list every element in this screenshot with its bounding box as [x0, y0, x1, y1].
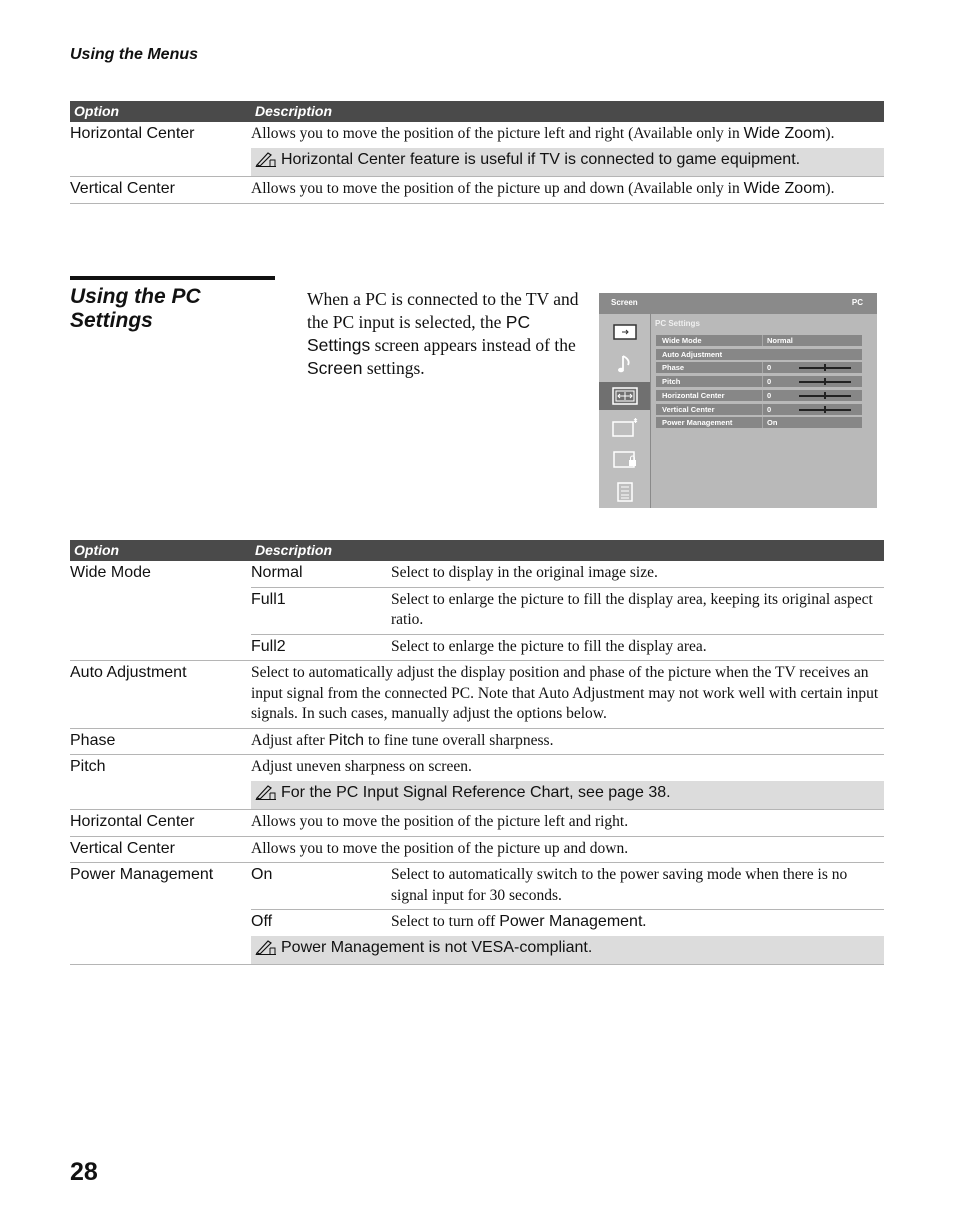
desc-text: Select to turn off	[391, 913, 500, 930]
intro-text: When a PC is connected to the TV and the PC input is selected, the	[307, 289, 579, 332]
description-horizontal-center: Allows you to move the position of the picture left and right.	[251, 810, 884, 837]
suboption-full1: Full1	[251, 587, 391, 634]
desc-text: Allows you to move the position of the picture up and down (Available only in	[251, 180, 744, 197]
table-row	[70, 561, 884, 587]
table-row	[70, 863, 884, 910]
desc-text: .	[642, 913, 647, 930]
intro-text: settings.	[362, 358, 425, 378]
description-full2: Select to enlarge the picture to fill the display area.	[391, 634, 884, 661]
option-horizontal-center: Horizontal Center	[70, 810, 251, 837]
osd-setting-row	[656, 335, 862, 346]
table-row	[70, 836, 884, 863]
table-header	[70, 101, 884, 122]
desc-keyword: Power Management	[499, 913, 643, 930]
osd-slider-knob	[824, 406, 826, 413]
options-table-1	[70, 101, 884, 204]
column-header-description: Description	[251, 540, 884, 561]
list-icon	[599, 478, 650, 506]
section-rule	[70, 276, 275, 280]
osd-sidebar	[599, 314, 651, 508]
table-row	[70, 661, 884, 729]
description-off	[391, 910, 884, 936]
table-row	[70, 810, 884, 837]
screen-icon	[599, 318, 650, 346]
suboption-full2: Full2	[251, 634, 391, 661]
desc-text: ).	[825, 125, 835, 142]
column-header-description: Description	[251, 101, 884, 122]
osd-column-divider	[762, 390, 763, 401]
osd-setting-row	[656, 376, 862, 387]
osd-setting-row	[656, 390, 862, 401]
note-pitch	[251, 781, 884, 810]
osd-setting-value: Normal	[767, 336, 793, 345]
note-text: Power Management is not VESA-compliant.	[281, 938, 593, 956]
description-normal: Select to display in the original image size.	[391, 561, 884, 587]
suboption-on: On	[251, 863, 391, 910]
osd-setting-label: Phase	[662, 363, 685, 373]
intro-keyword: PC Settings	[307, 312, 531, 355]
osd-setting-row	[656, 404, 862, 415]
lock-icon	[599, 446, 650, 474]
note-text: For the PC Input Signal Reference Chart, see page 38.	[281, 783, 671, 801]
description-phase	[251, 728, 884, 755]
osd-setting-label: Vertical Center	[662, 404, 715, 414]
note-power-management	[251, 936, 884, 965]
pc-adjust-icon	[599, 382, 650, 410]
option-vertical-center: Vertical Center	[70, 177, 251, 204]
table-header	[70, 540, 884, 561]
intro-paragraph	[307, 288, 587, 380]
note-horizontal-center	[251, 148, 884, 177]
osd-slider-knob	[824, 364, 826, 371]
osd-setting-row	[656, 362, 862, 373]
music-note-icon	[599, 350, 650, 378]
suboption-off: Off	[251, 913, 273, 930]
desc-text: ).	[825, 180, 835, 197]
column-header-option: Option	[70, 101, 251, 122]
option-vertical-center: Vertical Center	[70, 836, 251, 863]
osd-setting-value: On	[767, 418, 778, 428]
osd-setting-label: Wide Mode	[662, 336, 702, 345]
table-row	[70, 177, 884, 204]
suboption-normal: Normal	[251, 561, 391, 587]
table-row	[70, 728, 884, 755]
description-pitch: Adjust uneven sharpness on screen.	[251, 758, 472, 775]
osd-slider-knob	[824, 378, 826, 385]
description-auto-adjustment: Select to automatically adjust the display position and phase of the picture when the TV receives an input signal from the connected PC. Note that Auto Adjustment may not work well with certain input signals. In such cases, manually adjust the options below.	[251, 661, 884, 729]
osd-column-divider	[762, 362, 763, 373]
osd-setting-label: Pitch	[662, 377, 681, 387]
osd-column-divider	[762, 335, 763, 346]
osd-setting-value: 0	[767, 404, 772, 414]
option-horizontal-center: Horizontal Center	[70, 122, 251, 177]
note-text: Horizontal Center feature is useful if TV is connected to game equipment.	[281, 150, 801, 168]
intro-keyword: Screen	[307, 358, 363, 378]
desc-text: Allows you to move the position of the picture left and right (Available only in	[251, 125, 744, 142]
description-full1: Select to enlarge the picture to fill the display area, keeping its original aspect ratio.	[391, 587, 884, 634]
table-row	[70, 122, 884, 148]
osd-column-divider	[762, 404, 763, 415]
running-head: Using the Menus	[70, 46, 199, 63]
option-wide-mode: Wide Mode	[70, 561, 251, 661]
osd-setting-value: 0	[767, 390, 772, 400]
table-row	[70, 755, 884, 781]
osd-setting-row	[656, 349, 862, 360]
intro-text: screen appears instead of the	[370, 335, 576, 355]
description-horizontal-center	[251, 122, 884, 148]
desc-keyword: Wide Zoom	[743, 125, 826, 142]
osd-setting-label: Power Management	[662, 418, 733, 428]
pc-settings-osd-screenshot	[599, 293, 877, 508]
pencil-note-icon	[255, 784, 281, 807]
osd-setting-label: Auto Adjustment	[662, 349, 723, 359]
osd-column-divider	[762, 417, 763, 428]
osd-setting-value: 0	[767, 377, 772, 387]
osd-column-divider	[762, 376, 763, 387]
osd-panel-title: PC Settings	[655, 319, 700, 328]
setup-icon	[599, 414, 650, 442]
pencil-note-icon	[255, 939, 281, 962]
osd-header-title: Screen	[611, 298, 638, 307]
desc-text: to fine tune overall sharpness.	[364, 731, 554, 749]
osd-setting-row	[656, 417, 862, 428]
pencil-note-icon	[255, 151, 281, 174]
osd-slider-knob	[824, 392, 826, 399]
column-header-option: Option	[70, 540, 251, 561]
osd-setting-label: Horizontal Center	[662, 390, 725, 400]
desc-keyword: Wide Zoom	[743, 180, 826, 197]
page-number: 28	[70, 1158, 98, 1186]
options-table-2	[70, 540, 884, 965]
description-vertical-center	[251, 177, 884, 204]
osd-setting-value: 0	[767, 363, 772, 373]
osd-header-input: PC	[851, 298, 863, 307]
option-phase: Phase	[70, 728, 251, 755]
description-vertical-center: Allows you to move the position of the picture up and down.	[251, 836, 884, 863]
osd-header	[599, 293, 877, 314]
option-power-management: Power Management	[70, 863, 251, 965]
option-pitch: Pitch	[70, 755, 251, 810]
description-on: Select to automatically switch to the power saving mode when there is no signal input for 30 seconds.	[391, 863, 884, 910]
desc-text: Adjust after	[251, 731, 329, 749]
section-title: Using the PC Settings	[70, 285, 201, 332]
desc-keyword: Pitch	[328, 731, 365, 749]
option-auto-adjustment: Auto Adjustment	[70, 661, 251, 729]
